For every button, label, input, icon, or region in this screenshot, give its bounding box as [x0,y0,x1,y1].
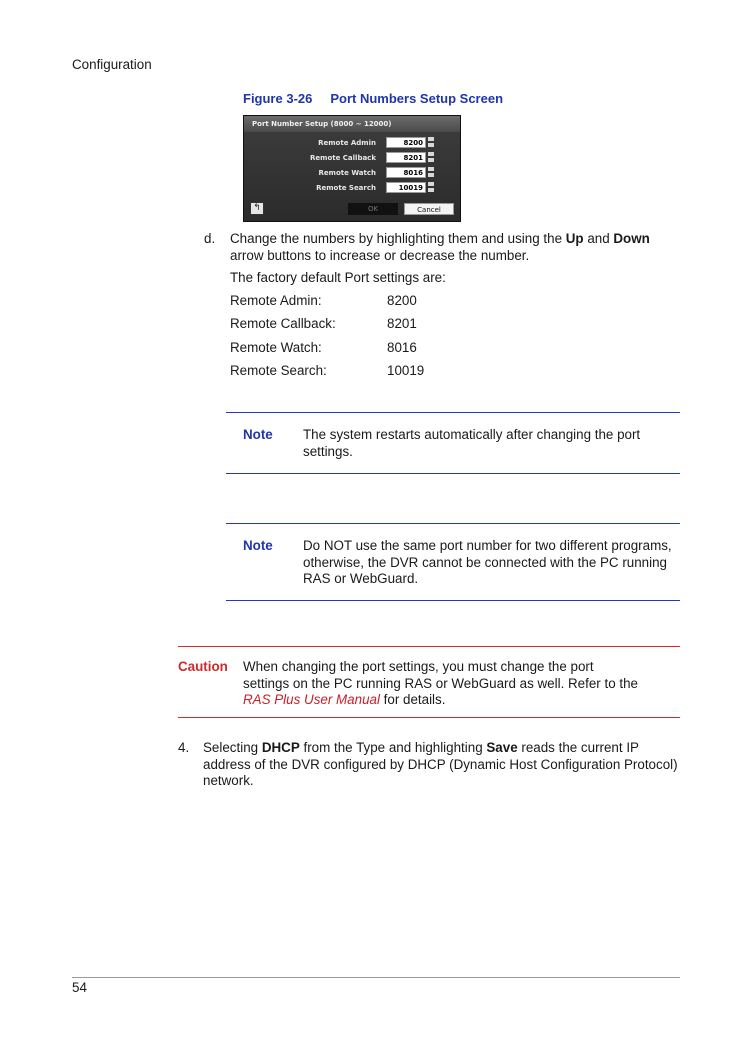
remote-admin-field[interactable]: 8200 [386,137,426,148]
page-number: 54 [72,980,87,995]
spin-arrows-icon[interactable] [428,167,434,178]
figure-number: Figure 3-26 [243,91,313,106]
default-port-row: Remote Callback: 8201 [230,316,417,331]
note-rule-bottom [226,473,680,474]
step-marker: d. [204,231,216,246]
dialog-row-label: Remote Watch [318,169,376,177]
default-port-row: Remote Search: 10019 [230,363,425,378]
figure-caption [243,91,503,106]
caution-text: When changing the port settings, you must change the port settings on the PC running RAS or WebGuard as well. Refer to the RAS Plus User Manual for details. [243,659,638,707]
dialog-row-remote-callback [244,152,462,165]
step-d-paragraph: Change the numbers by highlighting them and using the Up and Down arrow buttons to increase or decrease the number. [230,231,650,263]
dialog-title: Port Number Setup (8000 ~ 12000) [244,116,460,132]
remote-search-field[interactable]: 10019 [386,182,426,193]
caution-rule-top [178,646,680,647]
dialog-row-label: Remote Search [316,184,376,192]
remote-watch-field[interactable]: 8016 [386,167,426,178]
note-text: Do NOT use the same port number for two different programs, otherwise, the DVR cannot be connected with the PC running RAS or WebGuard. [303,538,672,586]
manual-reference: RAS Plus User Manual [243,692,380,707]
note-label: Note [243,538,273,553]
default-port-row: Remote Admin: 8200 [230,293,417,308]
note-rule-top [226,523,680,524]
spin-arrows-icon[interactable] [428,182,434,193]
remote-callback-field[interactable]: 8201 [386,152,426,163]
spin-arrows-icon[interactable] [428,137,434,148]
port-setup-screenshot [243,115,461,222]
footer-rule [72,977,680,978]
note-rule-top [226,412,680,413]
caution-rule-bottom [178,717,680,718]
cancel-button[interactable]: Cancel [404,203,454,215]
note-text: The system restarts automatically after changing the port settings. [303,427,641,459]
note-rule-bottom [226,600,680,601]
running-header: Configuration [72,57,152,72]
default-port-row: Remote Watch: 8016 [230,340,417,355]
back-arrow-icon[interactable]: ↰ [250,202,264,215]
dialog-row-label: Remote Admin [318,139,376,147]
dialog-row-remote-admin [244,137,462,150]
step-marker: 4. [178,740,190,755]
ok-button[interactable]: OK [348,203,398,215]
figure-title: Port Numbers Setup Screen [330,91,504,106]
caution-label: Caution [178,659,228,674]
defaults-intro: The factory default Port settings are: [230,270,446,285]
spin-arrows-icon[interactable] [428,152,434,163]
dialog-row-label: Remote Callback [310,154,376,162]
step-4-paragraph: Selecting DHCP from the Type and highlighting Save reads the current IP address of the DVR configured by DHCP (Dynamic Host Configuration Protocol) network. [203,740,678,788]
note-label: Note [243,427,273,442]
dialog-row-remote-watch [244,167,462,180]
dialog-row-remote-search [244,182,462,195]
